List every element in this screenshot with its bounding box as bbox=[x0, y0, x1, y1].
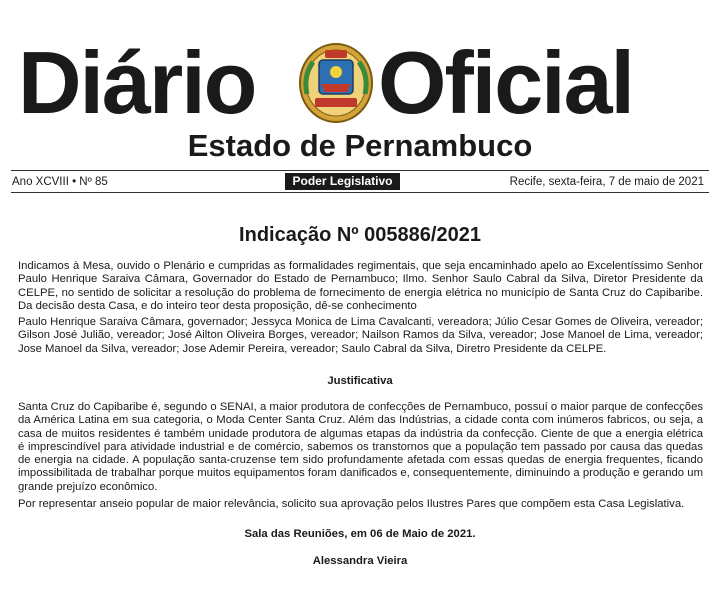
document-title: Indicação Nº 005886/2021 bbox=[239, 224, 481, 246]
info-bar-top-rule bbox=[11, 170, 709, 171]
publication-date: Recife, sexta-feira, 7 de maio de 2021 bbox=[509, 176, 704, 188]
masthead bbox=[0, 33, 720, 132]
venue-date: Sala das Reuniões, em 06 de Maio de 2021. bbox=[244, 528, 476, 540]
recipients-paragraph: Paulo Henrique Saraiva Câmara, governador; Jessyca Monica de Lima Cavalcanti, vereadora; Júlio Cesar Gomes de Oliveira, vereador; Gilson José Julião, vereador; José Ailton Oliveira Borges, vereador; Nailson Ramos da Silva, vereador; Jose Manoel de Lima, vereador; Jose Manoel da Silva, vereador; Jose Ademir Pereira, vereador; Saulo Cabral da Silva, Diretro Presidente da CELPE. bbox=[18, 316, 703, 355]
masthead-title-left: Diário bbox=[18, 33, 256, 132]
closing-paragraph: Por representar anseio popular de maior relevância, solicito sua aprovação pelos Ilustres Pares que compõem esta Casa Legislativa. bbox=[18, 498, 685, 510]
section-badge: Poder Legislativo bbox=[285, 173, 400, 190]
issue-number: Ano XCVIII • Nº 85 bbox=[12, 176, 108, 188]
masthead-title-right: Oficial bbox=[378, 33, 633, 132]
info-bar-bottom-rule bbox=[11, 192, 709, 193]
signature: Alessandra Vieira bbox=[312, 555, 408, 567]
masthead-subtitle: Estado de Pernambuco bbox=[187, 128, 533, 163]
justification-paragraph: Santa Cruz do Capibaribe é, segundo o SENAI, a maior produtora de confecções de Pernambuco, possuí o maior parque de confecções da América Latina em sua categoria, o Moda Center Santa Cruz. Além das Indústrias, a cidade conta com inúmeros fabricos, ou seja, a casa de muitos residentes é também unidade produtora de algumas etapas da indústria da confecção. Ciente de que a energia elétrica é imprescindível para atividade industrial e de comércio, sabemos os transtornos que a população tem passado por causa das quedas de energia na cidade. A população santa-cruzense tem sido profundamente afetada com essas quedas de energia frequentes, ficando impossibilitada de trabalhar porque muitos equipamentos foram danificados e, consequentemente, diminuindo a produção e gerando um grande prejuízo econômico. bbox=[18, 401, 703, 493]
intro-paragraph: Indicamos à Mesa, ouvido o Plenário e cumpridas as formalidades regimentais, que seja encaminhado apelo ao Excelentíssimo Senhor Paulo Henrique Saraiva Câmara, Governador do Estado de Pernambuco; Ilmo. Senhor Saulo Cabral da Silva, Diretor Presidente da CELPE, no sentido de solicitar a resolução do problema de fornecimento de energia elétrica no município de Santa Cruz do Capibaribe. Da decisão desta Casa, e do inteiro teor desta proposição, dê-se conhecimento bbox=[18, 260, 703, 312]
pernambuco-seal-icon bbox=[297, 42, 375, 124]
justification-heading: Justificativa bbox=[327, 375, 393, 387]
